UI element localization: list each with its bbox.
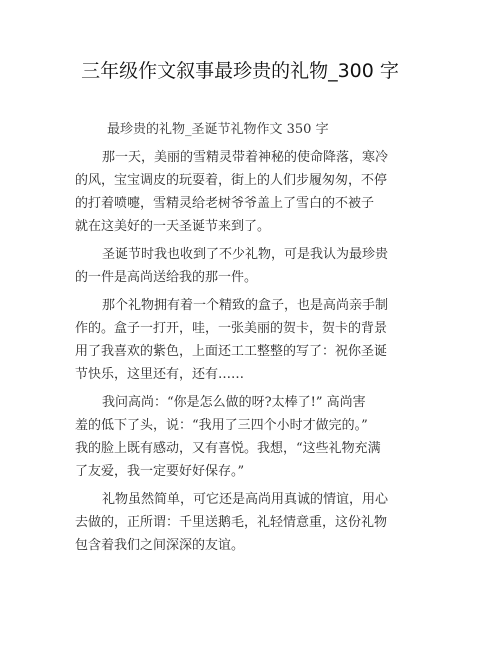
article-subtitle: 最珍贵的礼物_圣诞节礼物作文 350 字 — [107, 122, 329, 137]
paragraph-line: 去做的，正所谓：千里送鹅毛，礼轻情意重，这份礼物 — [75, 515, 388, 530]
paragraph-line: 那一天，美丽的雪精灵带着神秘的使命降落，寒冷 — [102, 150, 389, 165]
paragraph-line: 包含着我们之间深深的友谊。 — [75, 538, 245, 553]
paragraph — [75, 243, 405, 289]
paragraph-line: 作的。盒子一打开，哇，一张美丽的贺卡，贺卡的背景 — [75, 321, 388, 336]
paragraph — [75, 146, 405, 238]
paragraph-line: 的打着喷嚏，雪精灵给老树爷爷盖上了雪白的不被子 — [75, 196, 375, 211]
paragraph-line: 圣诞节时我也收到了不少礼物，可是我认为最珍贵 — [102, 247, 389, 262]
paragraph-line: 我问高尚：“你是怎么做的呀?太棒了!” 高尚害 — [102, 395, 366, 410]
paragraph-line: 了友爱，我一定要好好保存。” — [75, 464, 245, 479]
paragraph-line: 的风，宝宝调皮的玩耍着，街上的人们步履匆匆，不停 — [75, 173, 388, 188]
paragraph-line: 礼物虽然简单，可它还是高尚用真诚的情谊，用心 — [102, 492, 389, 507]
paragraph-line: 节快乐，这里还有，还有…… — [75, 367, 245, 382]
paragraph — [75, 294, 405, 386]
paragraph — [75, 488, 405, 557]
document-title: 三年级作文叙事最珍贵的礼物_300 字 — [81, 60, 399, 82]
paragraph-line: 我的脸上既有感动，又有喜悦。我想，“这些礼物充满 — [75, 441, 381, 456]
article-body — [75, 146, 405, 562]
paragraph-line: 那个礼物拥有着一个精致的盒子，也是高尚亲手制 — [102, 298, 389, 313]
paragraph-line: 羞的低下了头，说：“我用了三四个小时才做完的。” — [75, 418, 368, 433]
paragraph — [75, 391, 405, 483]
paragraph-line: 的一件是高尚送给我的那一件。 — [75, 270, 258, 285]
paragraph-line: 就在这美好的一天圣诞节来到了。 — [75, 219, 271, 234]
paragraph-line: 用了我喜欢的紫色，上面还工工整整的写了：祝你圣诞 — [75, 344, 388, 359]
